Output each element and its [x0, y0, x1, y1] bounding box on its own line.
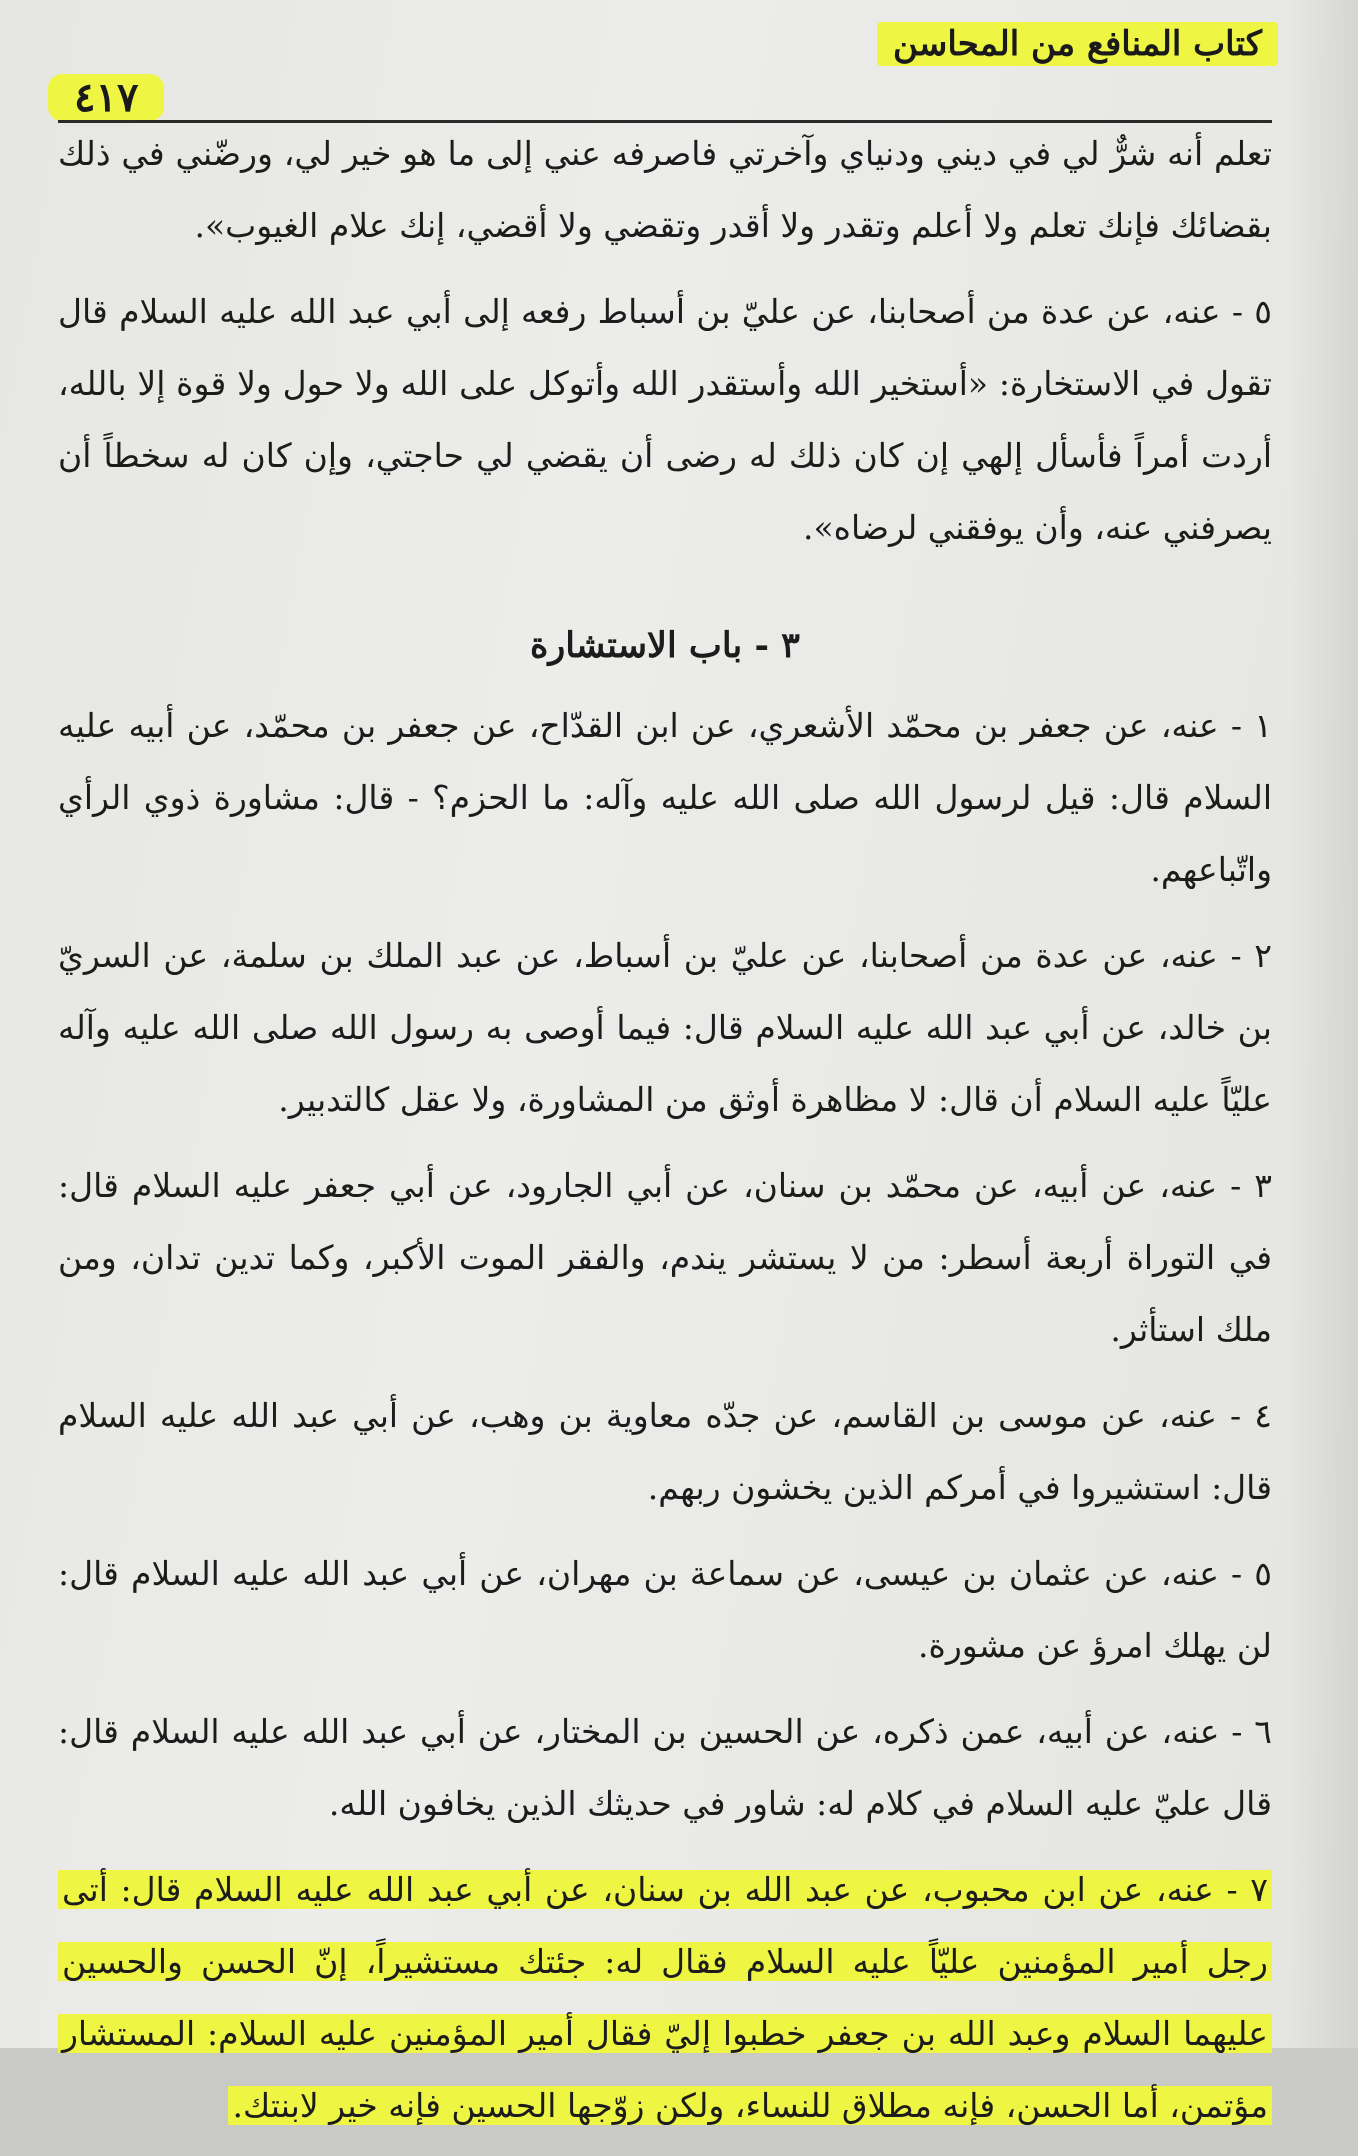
paragraph-4: ٤ - عنه، عن موسى بن القاسم، عن جدّه معاوية بن وهب، عن أبي عبد الله عليه السلام قال: استشيروا في أمركم الذين يخشون ربهم. — [58, 1396, 1272, 1507]
paragraph-6: ٦ - عنه، عن أبيه، عمن ذكره، عن الحسين بن المختار، عن أبي عبد الله عليه السلام قال: قال عليّ عليه السلام في كلام له: شاور في حديثك الذين يخافون الله. — [58, 1712, 1272, 1823]
page-edge-shadow — [1288, 0, 1358, 2048]
paragraph-3: ٣ - عنه، عن أبيه، عن محمّد بن سنان، عن أبي الجارود، عن أبي جعفر عليه السلام قال: في التوراة أربعة أسطر: من لا يستشر يندم، والفقر الموت الأكبر، وكما تدين تدان، ومن ملك استأثر. — [58, 1166, 1272, 1349]
paragraph-5: ٥ - عنه، عن عثمان بن عيسى، عن سماعة بن مهران، عن أبي عبد الله عليه السلام قال: لن يهلك امرؤ عن مشورة. — [58, 1554, 1272, 1665]
paragraph-7-highlighted — [58, 1854, 1272, 2142]
page-number: ٤١٧ — [48, 74, 164, 121]
paragraph-continuation: تعلم أنه شرٌّ لي في ديني ودنياي وآخرتي فاصرفه عني إلى ما هو خير لي، ورضّني في ذلك بقضائك فإنك تعلم ولا أعلم وتقدر ولا أقدر وتقضي ولا أقضي، إنك علام الغيوب». — [58, 134, 1272, 245]
running-header: كتاب المنافع من المحاسن — [877, 22, 1278, 66]
paragraph-1: ١ - عنه، عن جعفر بن محمّد الأشعري، عن ابن القدّاح، عن جعفر بن محمّد، عن أبيه عليه السلام قال: قيل لرسول الله صلى الله عليه وآله: ما الحزم؟ - قال: مشاورة ذوي الرأي واتّباعهم. — [58, 706, 1272, 889]
page-body — [58, 118, 1272, 2156]
chapter-title: ٣ - باب الاستشارة — [530, 625, 800, 666]
paragraph-5-istikhara: ٥ - عنه، عن عدة من أصحابنا، عن عليّ بن أسباط رفعه إلى أبي عبد الله عليه السلام قال تقول في الاستخارة: «أستخير الله وأستقدر الله وأتوكل على الله ولا حول ولا قوة إلا بالله، أردت أمراً فأسأل إلهي إن كان ذلك له رضى أن يقضي لي حاجتي، وإن كان له سخطاً أن يصرفني عنه، وأن يوفقني لرضاه». — [58, 292, 1272, 547]
paragraph-2: ٢ - عنه، عن عدة من أصحابنا، عن عليّ بن أسباط، عن عبد الملك بن سلمة، عن السريّ بن خالد، عن أبي عبد الله عليه السلام قال: فيما أوصى به رسول الله صلى الله عليه وآله عليّاً عليه السلام أن قال: لا مظاهرة أوثق من المشاورة، ولا عقل كالتدبير. — [58, 936, 1273, 1119]
highlighted-text: ٧ - عنه، عن ابن محبوب، عن عبد الله بن سنان، عن أبي عبد الله عليه السلام قال: أتى رجل أمير المؤمنين عليّاً عليه السلام فقال له: جئتك مستشيراً، إنّ الحسن والحسين عليهما السلام وعبد الله بن جعفر خطبوا إليّ فقال أمير المؤمنين عليه السلام: المستشار مؤتمن، أما الحسن، فإنه مطلاق للنساء، ولكن زوّجها الحسين فإنه خير لابنتك. — [58, 1870, 1272, 2125]
